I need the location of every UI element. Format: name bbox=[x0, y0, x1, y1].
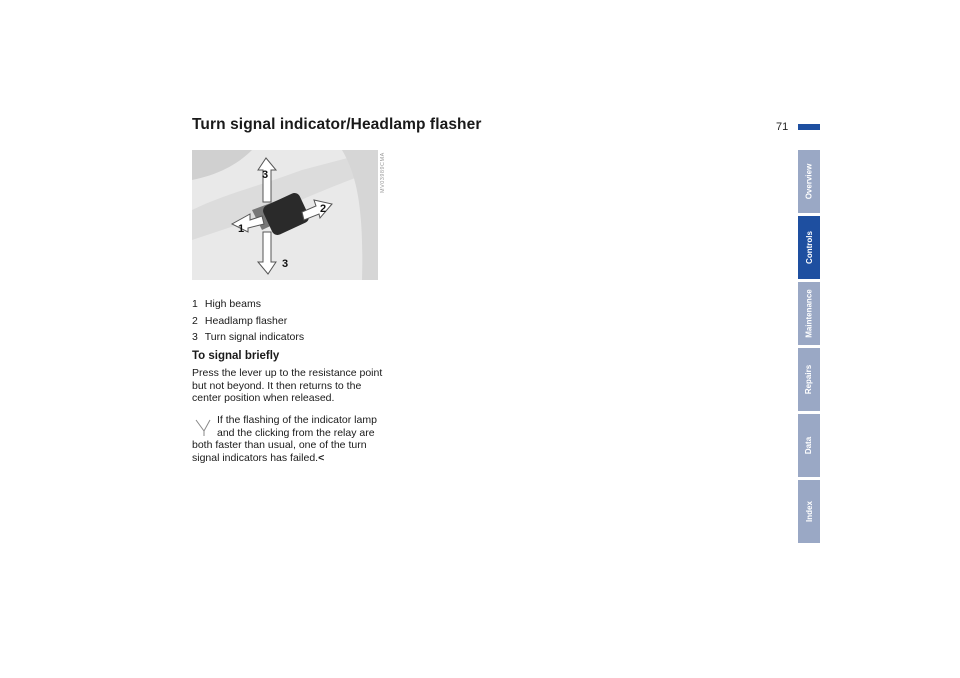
callout-3-bottom: 3 bbox=[282, 258, 289, 270]
callout-3-top: 3 bbox=[262, 169, 269, 181]
legend-item: 1 High beams bbox=[192, 298, 261, 310]
tab-controls[interactable]: Controls bbox=[798, 216, 820, 279]
tab-index[interactable]: Index bbox=[798, 480, 820, 543]
page-title: Turn signal indicator/Headlamp flasher bbox=[192, 116, 482, 133]
tab-maintenance[interactable]: Maintenance bbox=[798, 282, 820, 345]
legend-item: 3 Turn signal indicators bbox=[192, 331, 305, 343]
page-number: 71 bbox=[776, 121, 789, 133]
right-arrow-icon bbox=[302, 200, 332, 220]
page-accent-bar bbox=[798, 124, 820, 130]
section-tabs bbox=[798, 150, 820, 546]
section-heading: To signal briefly bbox=[192, 350, 280, 362]
section-body: Press the lever up to the resistance point but not beyond. It then returns to the center position when released. bbox=[192, 367, 383, 404]
tab-overview[interactable]: Overview bbox=[798, 150, 820, 213]
figure-code: MV03989CMA bbox=[380, 152, 386, 193]
figure-legend bbox=[192, 296, 304, 346]
tab-repairs[interactable]: Repairs bbox=[798, 348, 820, 411]
lever-illustration bbox=[192, 150, 378, 280]
note-text: If the flashing of the indicator lamp and the clicking from the relay are both faster than usual, one of the turn signal indicators has failed.< bbox=[192, 414, 377, 464]
down-arrow-icon bbox=[258, 232, 276, 274]
callout-2: 2 bbox=[320, 203, 327, 215]
legend-item: 2 Headlamp flasher bbox=[192, 314, 288, 327]
end-mark: < bbox=[318, 451, 325, 464]
tab-data[interactable]: Data bbox=[798, 414, 820, 477]
dash-shape bbox=[192, 150, 252, 180]
callout-1: 1 bbox=[238, 223, 245, 235]
